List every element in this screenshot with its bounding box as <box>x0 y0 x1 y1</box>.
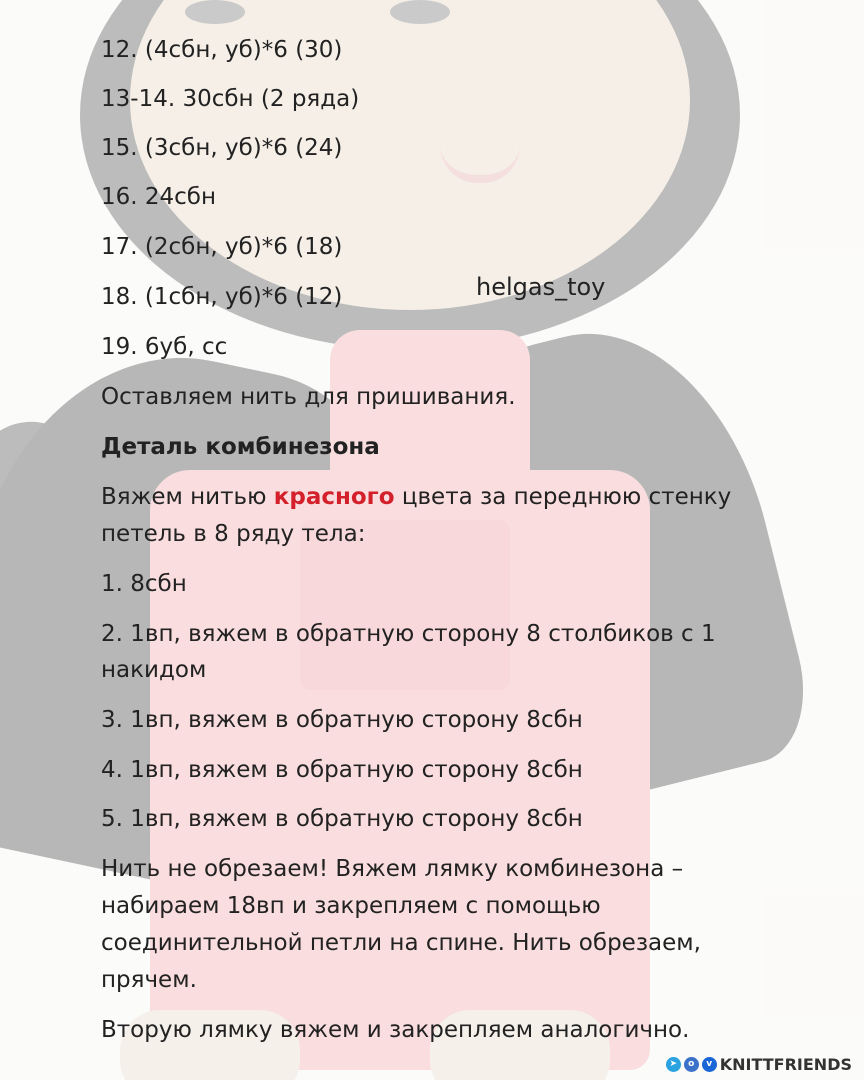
note-line-2: набираем 18вп и закрепляем с помощью <box>101 893 601 919</box>
step-2-cont: накидом <box>101 657 207 683</box>
author-watermark: helgas_toy <box>476 273 606 301</box>
note-line-4: прячем. <box>101 967 197 993</box>
intro-line-2: петель в 8 ряду тела: <box>101 521 366 547</box>
step-3: 3. 1вп, вяжем в обратную сторону 8сбн <box>101 707 583 733</box>
row-16: 16. 24сбн <box>101 184 217 210</box>
intro-after: цвета за переднюю стенку <box>394 484 732 510</box>
vk-icon: v <box>702 1057 717 1072</box>
ok-icon: o <box>684 1057 699 1072</box>
color-highlight: красного <box>273 484 395 510</box>
closing-line: Вторую лямку вяжем и закрепляем аналогично. <box>101 1017 690 1043</box>
row-15: 15. (3сбн, уб)*6 (24) <box>101 135 343 161</box>
section-title: Деталь комбинезона <box>101 434 380 460</box>
step-2: 2. 1вп, вяжем в обратную сторону 8 столбиков с 1 <box>101 621 716 647</box>
leave-thread-line: Оставляем нить для пришивания. <box>101 384 516 410</box>
note-line-1: Нить не обрезаем! Вяжем лямку комбинезона – <box>101 856 684 882</box>
brand-name: KNITTFRIENDS <box>719 1055 852 1074</box>
brand-footer <box>666 1055 852 1074</box>
row-13-14: 13-14. 30сбн (2 ряда) <box>101 86 360 112</box>
note-line-3: соединительной петли на спине. Нить обрезаем, <box>101 930 701 956</box>
step-1: 1. 8сбн <box>101 571 187 597</box>
row-19: 19. 6уб, сс <box>101 334 228 360</box>
intro-before: Вяжем нитью <box>101 484 274 510</box>
step-5: 5. 1вп, вяжем в обратную сторону 8сбн <box>101 806 583 832</box>
row-18: 18. (1сбн, уб)*6 (12) <box>101 284 343 310</box>
telegram-icon: ➤ <box>666 1057 681 1072</box>
row-17: 17. (2сбн, уб)*6 (18) <box>101 234 343 260</box>
step-4: 4. 1вп, вяжем в обратную сторону 8сбн <box>101 757 583 783</box>
row-12: 12. (4сбн, уб)*6 (30) <box>101 37 343 63</box>
intro-line-1 <box>101 480 731 515</box>
